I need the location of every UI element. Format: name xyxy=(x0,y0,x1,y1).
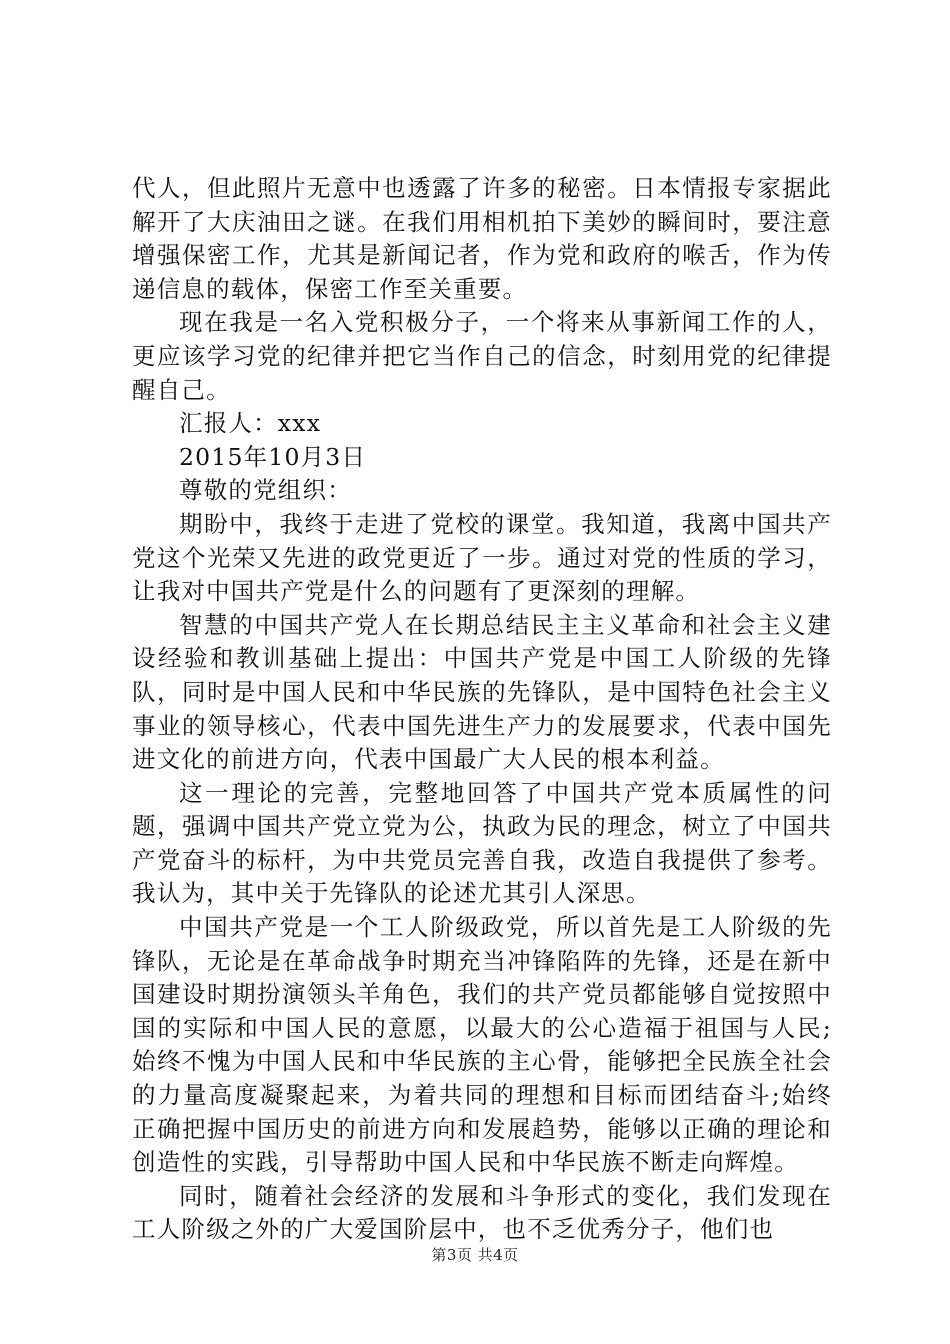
paragraph-working-class: 中国共产党是一个工人阶级政党，所以首先是工人阶级的先锋队，无论是在革命战争时期充当冲锋陷阵的先锋，还是在新中国建设时期扮演领头羊角色，我们的共产党员都能够自觉按照中国的实际和中国人民的意愿，以最大的公心造福于祖国与人民;始终不愧为中国人民和中华民族的主心骨，能够把全民族全社会的力量高度凝聚起来，为着共同的理想和目标而团结奋斗;始终正确把握中国历史的前进方向和发展趋势，能够以正确的理论和创造性的实践，引导帮助中国人民和中华民族不断走向辉煌。 xyxy=(132,913,832,1177)
date-line: 2015年10月3日 xyxy=(179,442,367,471)
paragraph-party-school: 期盼中，我终于走进了党校的课堂。我知道，我离中国共产党这个光荣又先进的政党更近了一步。通过对党的性质的学习，让我对中国共产党是什么的问题有了更深刻的理解。 xyxy=(132,509,832,606)
reporter-line: 汇报人：xxx xyxy=(179,409,322,438)
salutation: 尊敬的党组织： xyxy=(179,476,352,505)
document-body xyxy=(132,172,832,1247)
paragraph-theory: 这一理论的完善，完整地回答了中国共产党本质属性的问题，强调中国共产党立党为公，执政为民的理念，树立了中国共产党奋斗的标杆，为中共党员完善自我，改造自我提供了参考。我认为，其中关于先锋队的论述尤其引人深思。 xyxy=(132,778,832,908)
paragraph-activist: 现在我是一名入党积极分子，一个将来从事新闻工作的人，更应该学习党的纪律并把它当作自己的信念，时刻用党的纪律提醒自己。 xyxy=(132,308,832,404)
page-footer: 第3页 共4页 xyxy=(431,1246,519,1264)
paragraph-continuation: 代人，但此照片无意中也透露了许多的秘密。日本情报专家据此解开了大庆油田之谜。在我们用相机拍下美妙的瞬间时，要注意增强保密工作，尤其是新闻记者，作为党和政府的喉舌，作为传递信息的载体，保密工作至关重要。 xyxy=(132,174,832,303)
paragraph-social-change: 同时，随着社会经济的发展和斗争形式的变化，我们发现在工人阶级之外的广大爱国阶层中，也不乏优秀分子，他们也 xyxy=(132,1181,832,1244)
paragraph-vanguard-definition: 智慧的中国共产党人在长期总结民主主义革命和社会主义建设经验和教训基础上提出：中国共产党是中国工人阶级的先锋队，同时是中国人民和中华民族的先锋队，是中国特色社会主义事业的领导核心，代表中国先进生产力的发展要求，代表中国先进文化的前进方向，代表中国最广大人民的根本利益。 xyxy=(132,610,832,774)
